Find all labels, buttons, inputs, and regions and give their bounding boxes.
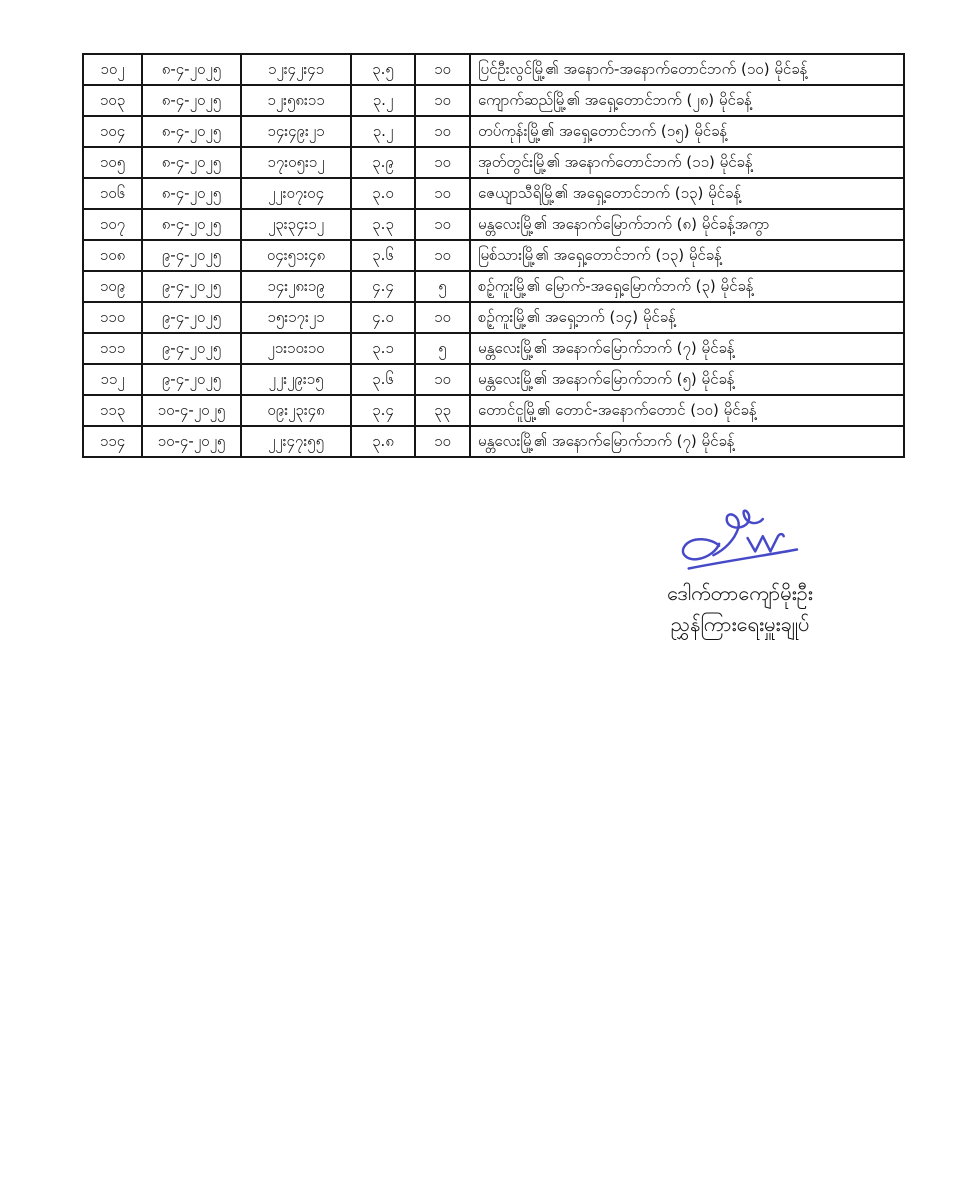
cell-magnitude: ၃.၅	[351, 54, 415, 85]
table-row	[83, 209, 904, 240]
cell-time: ၀၄း၅၁း၄၈	[241, 240, 351, 271]
cell-no: ၁၀၇	[83, 209, 142, 240]
cell-time: ၀၉း၂၃း၄၈	[241, 395, 351, 426]
table-row	[83, 364, 904, 395]
cell-time: ၂၁း၁၀း၁၀	[241, 333, 351, 364]
cell-time: ၁၅း၁၇း၂၁	[241, 302, 351, 333]
cell-no: ၁၀၃	[83, 85, 142, 116]
cell-date: ၁၀-၄-၂၀၂၅	[142, 395, 241, 426]
cell-magnitude: ၃.၁	[351, 333, 415, 364]
cell-depth: ၁၀	[415, 178, 470, 209]
cell-depth: ၁၀	[415, 302, 470, 333]
cell-location: စဉ့်ကူးမြို့၏ မြောက်-အရှေ့မြောက်ဘက် (၃) မိုင်ခန့်	[470, 271, 904, 302]
signature-block	[612, 502, 868, 640]
cell-no: ၁၀၅	[83, 147, 142, 178]
cell-time: ၂၂း၂၉း၁၅	[241, 364, 351, 395]
cell-magnitude: ၃.၃	[351, 209, 415, 240]
cell-depth: ၅	[415, 271, 470, 302]
cell-depth: ၁၀	[415, 116, 470, 147]
signatory-name: ဒေါက်တာကျော်မိုးဦး	[667, 581, 813, 605]
cell-magnitude: ၃.၂	[351, 116, 415, 147]
cell-no: ၁၀၈	[83, 240, 142, 271]
cell-location: ပြင်ဦးလွင်မြို့၏ အနောက်-အနောက်တောင်ဘက် (၁၀) မိုင်ခန့်	[470, 54, 904, 85]
cell-depth: ၁၀	[415, 240, 470, 271]
table-row	[83, 240, 904, 271]
cell-location: ဇေယျာသီရိမြို့၏ အရှေ့တောင်ဘက် (၁၃) မိုင်ခန့်	[470, 178, 904, 209]
cell-depth: ၁၀	[415, 147, 470, 178]
cell-depth: ၅	[415, 333, 470, 364]
cell-depth: ၁၀	[415, 364, 470, 395]
cell-magnitude: ၃.၀	[351, 178, 415, 209]
table-row	[83, 178, 904, 209]
earthquake-table-body	[83, 54, 904, 457]
cell-location: မြစ်သားမြို့၏ အရှေ့တောင်ဘက် (၁၃) မိုင်ခန့်	[470, 240, 904, 271]
cell-magnitude: ၃.၆	[351, 364, 415, 395]
cell-time: ၁၂း၅၈း၁၁	[241, 85, 351, 116]
table-row	[83, 333, 904, 364]
cell-depth: ၁၀	[415, 426, 470, 457]
table-row	[83, 302, 904, 333]
cell-time: ၂၂း၀၇း၀၄	[241, 178, 351, 209]
cell-location: မန္တလေးမြို့၏ အနောက်မြောက်ဘက် (၇) မိုင်ခန့်	[470, 333, 904, 364]
cell-location: မန္တလေးမြို့၏ အနောက်မြောက်ဘက် (၇) မိုင်ခန့်	[470, 426, 904, 457]
cell-magnitude: ၄.၀	[351, 302, 415, 333]
cell-location: စဉ့်ကူးမြို့၏ အရှေ့ဘက် (၁၄) မိုင်ခန့်	[470, 302, 904, 333]
cell-location: မန္တလေးမြို့၏ အနောက်မြောက်ဘက် (၅) မိုင်ခန့်	[470, 364, 904, 395]
cell-no: ၁၁၂	[83, 364, 142, 395]
cell-time: ၂၃း၃၄း၁၂	[241, 209, 351, 240]
cell-depth: ၁၀	[415, 209, 470, 240]
cell-time: ၁၄း၂၈း၁၉	[241, 271, 351, 302]
cell-date: ၉-၄-၂၀၂၅	[142, 333, 241, 364]
table-row	[83, 147, 904, 178]
cell-no: ၁၁၄	[83, 426, 142, 457]
cell-magnitude: ၄.၄	[351, 271, 415, 302]
cell-no: ၁၁၀	[83, 302, 142, 333]
table-row	[83, 271, 904, 302]
cell-date: ၁၀-၄-၂၀၂၅	[142, 426, 241, 457]
cell-magnitude: ၃.၂	[351, 85, 415, 116]
cell-date: ၈-၄-၂၀၂၅	[142, 209, 241, 240]
cell-no: ၁၁၃	[83, 395, 142, 426]
cell-date: ၉-၄-၂၀၂၅	[142, 302, 241, 333]
cell-no: ၁၀၂	[83, 54, 142, 85]
cell-no: ၁၀၉	[83, 271, 142, 302]
cell-depth: ၃၃	[415, 395, 470, 426]
cell-magnitude: ၃.၄	[351, 395, 415, 426]
cell-date: ၈-၄-၂၀၂၅	[142, 116, 241, 147]
signatory-title: ညွှန်ကြားရေးမှူးချုပ်	[670, 612, 810, 636]
table-row	[83, 85, 904, 116]
cell-no: ၁၀၆	[83, 178, 142, 209]
cell-depth: ၁၀	[415, 85, 470, 116]
cell-location: တောင်ငူမြို့၏ တောင်-အနောက်တောင် (၁၀) မိုင်ခန့်	[470, 395, 904, 426]
cell-time: ၂၂း၄၇း၅၅	[241, 426, 351, 457]
table-row	[83, 426, 904, 457]
cell-location: ကျောက်ဆည်မြို့၏ အရှေ့တောင်ဘက် (၂၈) မိုင်ခန့်	[470, 85, 904, 116]
cell-no: ၁၁၁	[83, 333, 142, 364]
signature-icon	[661, 502, 819, 578]
cell-location: တပ်ကုန်းမြို့၏ အရှေ့တောင်ဘက် (၁၅) မိုင်ခန့်	[470, 116, 904, 147]
cell-location: မန္တလေးမြို့၏ အနောက်မြောက်ဘက် (၈) မိုင်ခန့်အကွာ	[470, 209, 904, 240]
cell-magnitude: ၃.၉	[351, 147, 415, 178]
cell-magnitude: ၃.၆	[351, 240, 415, 271]
cell-time: ၁၄း၄၉း၂၁	[241, 116, 351, 147]
cell-date: ၉-၄-၂၀၂၅	[142, 271, 241, 302]
cell-date: ၈-၄-၂၀၂၅	[142, 147, 241, 178]
cell-date: ၉-၄-၂၀၂၅	[142, 364, 241, 395]
earthquake-table	[82, 53, 905, 458]
table-row	[83, 395, 904, 426]
cell-no: ၁၀၄	[83, 116, 142, 147]
table-row	[83, 116, 904, 147]
cell-depth: ၁၀	[415, 54, 470, 85]
cell-date: ၉-၄-၂၀၂၅	[142, 240, 241, 271]
cell-magnitude: ၃.၈	[351, 426, 415, 457]
cell-date: ၈-၄-၂၀၂၅	[142, 54, 241, 85]
cell-date: ၈-၄-၂၀၂၅	[142, 178, 241, 209]
cell-time: ၁၇း၀၅း၁၂	[241, 147, 351, 178]
cell-time: ၁၂း၄၂း၄၁	[241, 54, 351, 85]
cell-location: အုတ်တွင်းမြို့၏ အနောက်တောင်ဘက် (၁၁) မိုင်ခန့်	[470, 147, 904, 178]
cell-date: ၈-၄-၂၀၂၅	[142, 85, 241, 116]
table-row	[83, 54, 904, 85]
